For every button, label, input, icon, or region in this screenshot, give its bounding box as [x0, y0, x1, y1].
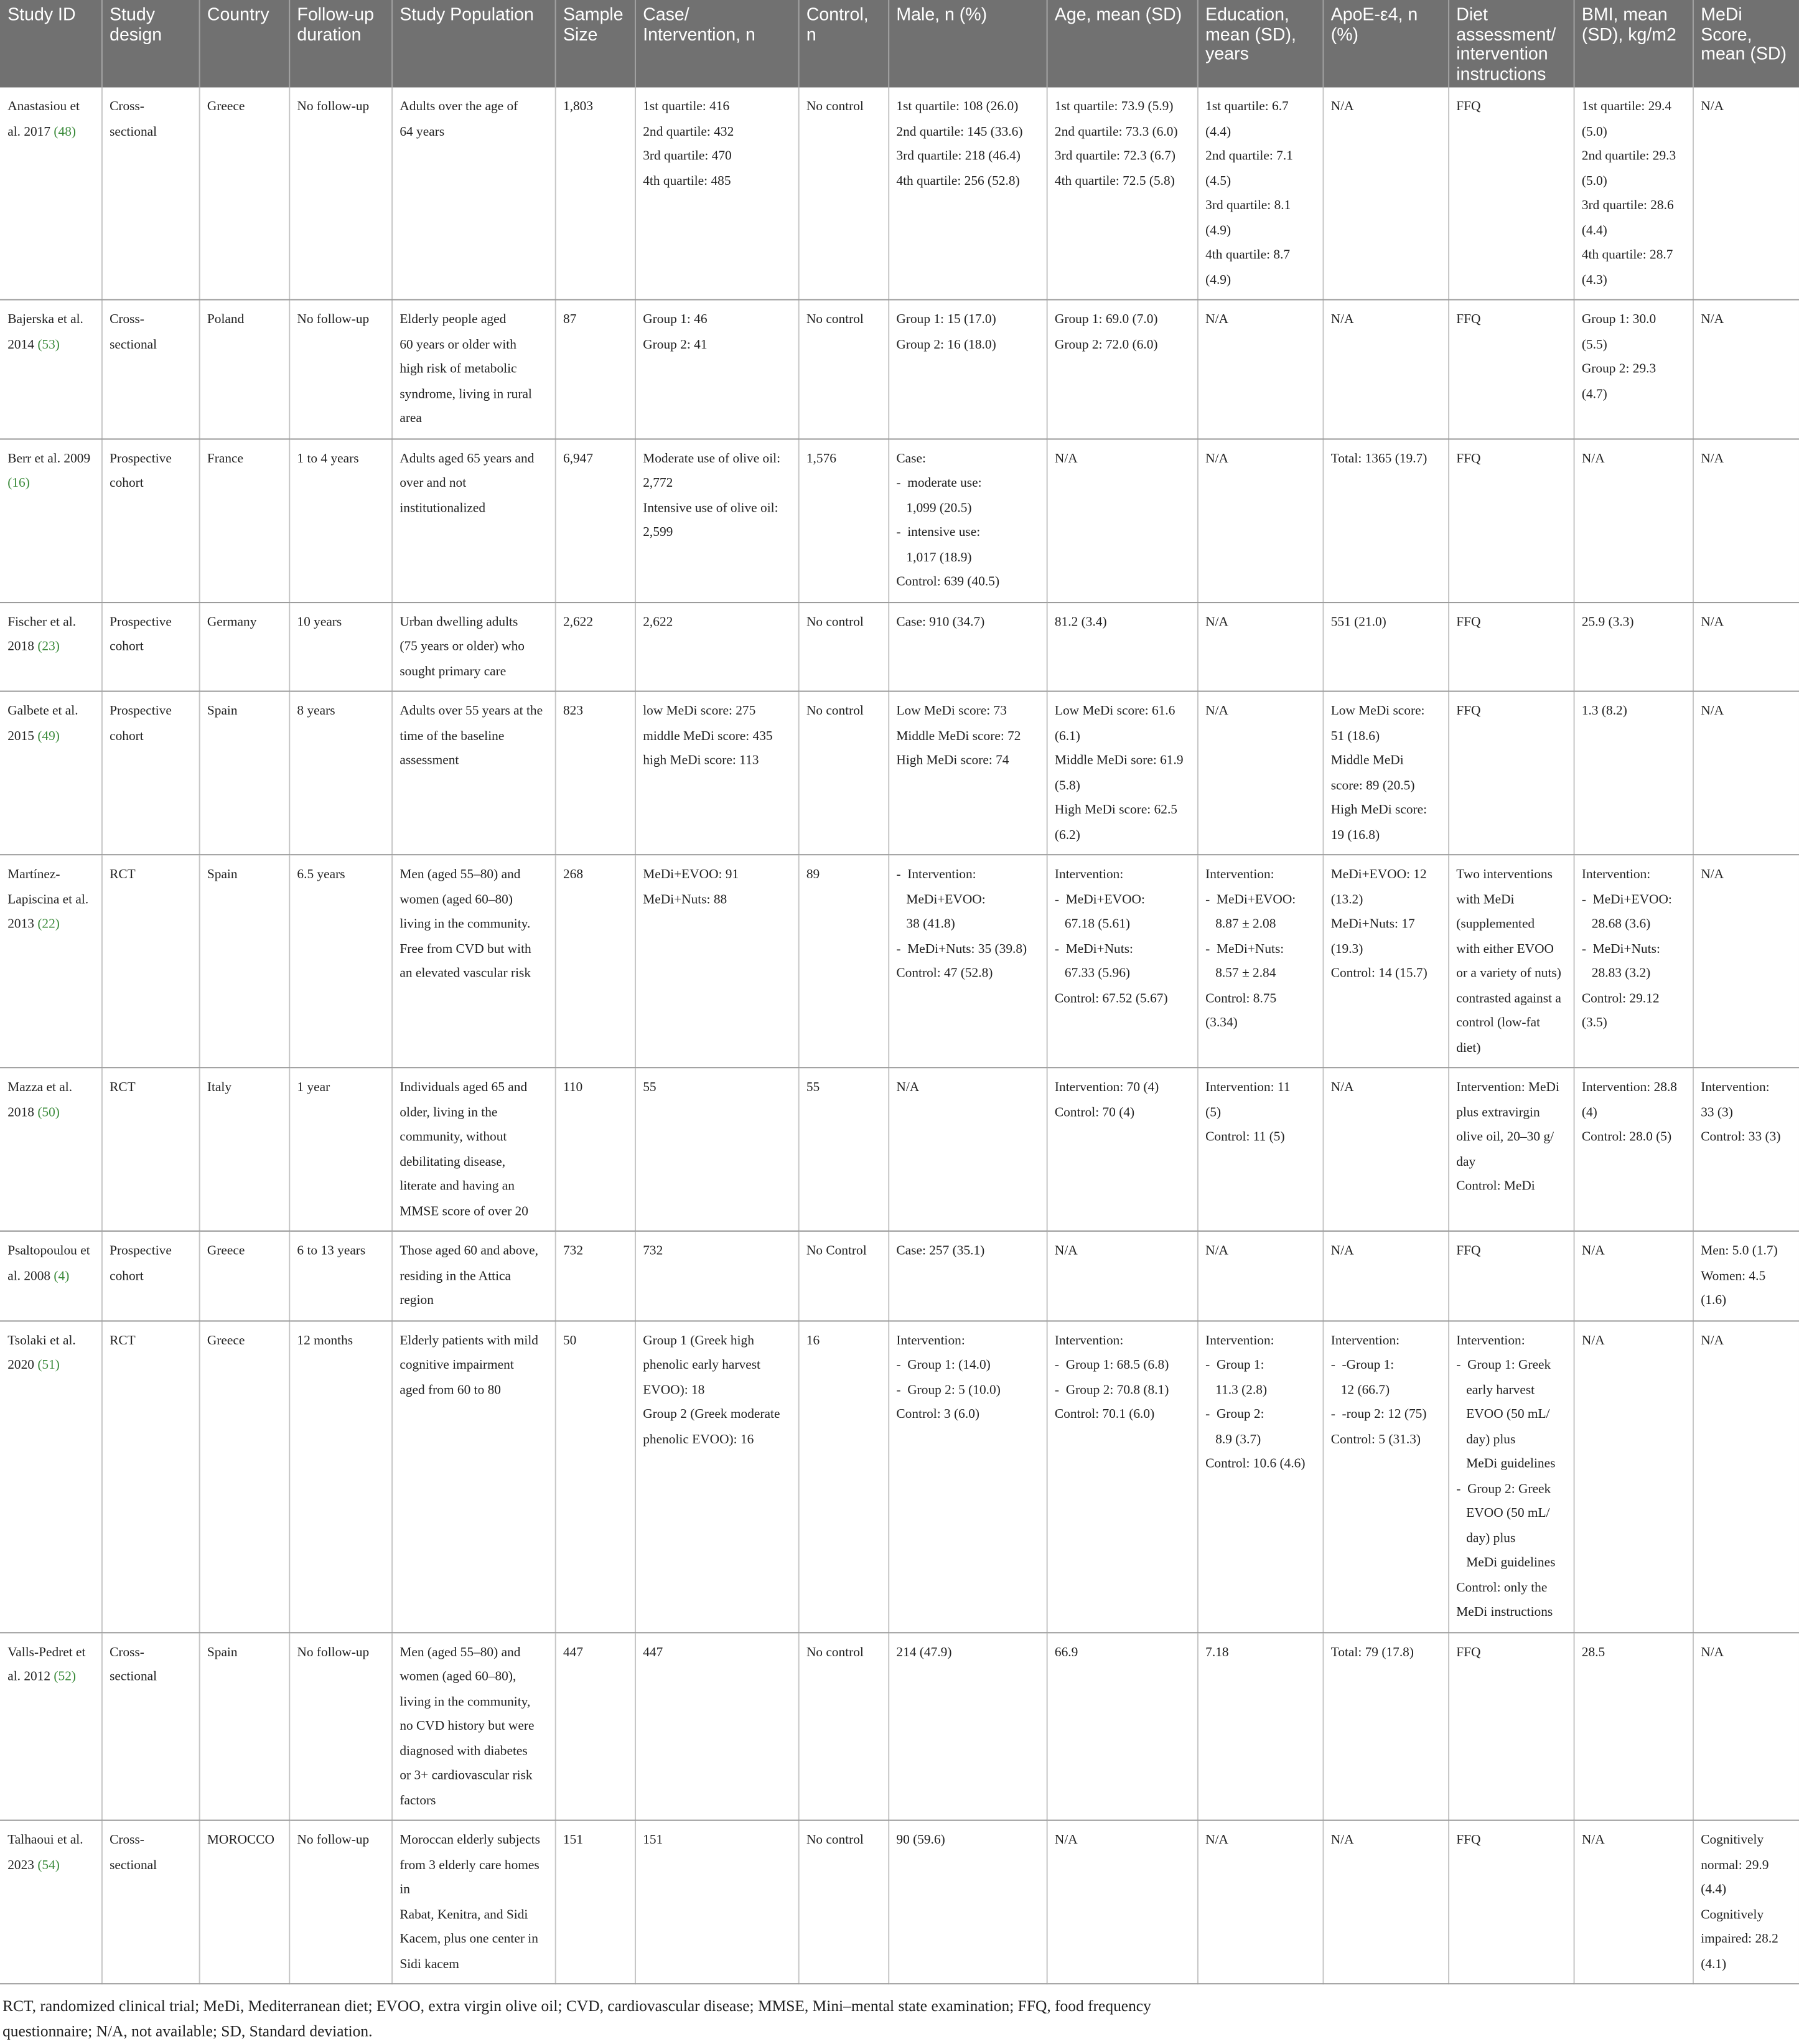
table-cell: N/A	[1197, 438, 1323, 602]
table-cell: N/A	[1574, 1320, 1693, 1632]
table-cell: Total: 1365 (19.7)	[1322, 438, 1448, 602]
table-cell: N/A	[1322, 299, 1448, 438]
table-row	[0, 855, 1799, 1067]
reference-link[interactable]: (50)	[37, 1105, 60, 1120]
study-id: Bajerska et al. 2014	[7, 312, 87, 352]
table-cell: Intervention: - MeDi+EVOO: 8.87 ± 2.08 - MeDi+Nuts: 8.57 ± 2.84 Control: 8.75 (3.34)	[1197, 855, 1323, 1067]
table-cell: No follow-up	[289, 1632, 391, 1820]
table-cell: Intervention: - Group 1: (14.0) - Group 2: 5 (10.0) Control: 3 (6.0)	[888, 1320, 1046, 1632]
table-cell: N/A	[1322, 1821, 1448, 1984]
table-row	[0, 691, 1799, 855]
table-cell: 2,622	[635, 602, 798, 691]
table-cell: N/A	[1197, 691, 1323, 855]
table-cell: Total: 79 (17.8)	[1322, 1632, 1448, 1820]
table-cell: 66.9	[1047, 1632, 1197, 1820]
table-cell: 1,576	[798, 438, 889, 602]
table-cell: 447	[635, 1632, 798, 1820]
table-cell: N/A	[1574, 438, 1693, 602]
table-cell: Men (aged 55–80) and women (aged 60–80) living in the community. Free from CVD but with an elevated vascular risk	[391, 855, 555, 1067]
table-cell: Intervention: 28.8 (4) Control: 28.0 (5)	[1574, 1067, 1693, 1231]
table-cell: 110	[555, 1067, 635, 1231]
table-cell: 16	[798, 1320, 889, 1632]
table-cell: Greece	[199, 1320, 289, 1632]
table-cell: No follow-up	[289, 1821, 391, 1984]
table-cell: N/A	[1693, 87, 1799, 299]
column-header: ApoE-ε4, n (%)	[1322, 0, 1448, 87]
study-id-cell	[0, 1067, 101, 1231]
table-cell: Cross- sectional	[101, 87, 199, 299]
study-id-cell	[0, 1231, 101, 1321]
table-cell: Elderly people aged 60 years or older with high risk of metabolic syndrome, living in rural area	[391, 299, 555, 438]
table-cell: Two interventions with MeDi (supplemented with either EVOO or a variety of nuts) contrasted against a control (low-fat diet)	[1448, 855, 1574, 1067]
study-id: Anastasiou et al. 2017	[7, 100, 83, 139]
table-cell: 823	[555, 691, 635, 855]
table-cell: Cross- sectional	[101, 1821, 199, 1984]
table-cell: 268	[555, 855, 635, 1067]
table-cell: No control	[798, 299, 889, 438]
table-cell: N/A	[1322, 1067, 1448, 1231]
table-cell: N/A	[1322, 1231, 1448, 1321]
column-header: Study design	[101, 0, 199, 87]
table-footnote: RCT, randomized clinical trial; MeDi, Mediterranean diet; EVOO, extra virgin olive oil; CVD, cardiovascular disease; MMSE, Mini–mental state examination; FFQ, food frequency questionnaire; N/A, not available; SD, Standard deviation.	[2, 1997, 1151, 2040]
table-body	[0, 87, 1799, 1984]
study-id: Talhaoui et al. 2023	[7, 1833, 86, 1873]
table-cell: Those aged 60 and above, residing in the Attica region	[391, 1231, 555, 1321]
table-cell: Italy	[199, 1067, 289, 1231]
table-cell: Adults aged 65 years and over and not institutionalized	[391, 438, 555, 602]
table-row	[0, 1632, 1799, 1820]
study-id: Mazza et al. 2018	[7, 1081, 76, 1120]
table-cell: No control	[798, 87, 889, 299]
table-cell: Elderly patients with mild cognitive impairment aged from 60 to 80	[391, 1320, 555, 1632]
table-cell: Greece	[199, 87, 289, 299]
table-cell: MOROCCO	[199, 1821, 289, 1984]
table-cell: No control	[798, 1821, 889, 1984]
table-cell: N/A	[1047, 1821, 1197, 1984]
study-id: Berr et al. 2009	[7, 451, 94, 466]
reference-link[interactable]: (4)	[54, 1268, 70, 1283]
table-row	[0, 87, 1799, 299]
table-cell: Adults over the age of 64 years	[391, 87, 555, 299]
table-row	[0, 1821, 1799, 1984]
column-header: Age, mean (SD)	[1047, 0, 1197, 87]
table-cell: No control	[798, 602, 889, 691]
study-id: Fischer et al. 2018	[7, 615, 80, 654]
column-header: Follow-up duration	[289, 0, 391, 87]
table-cell: N/A	[888, 1067, 1046, 1231]
study-id-cell	[0, 691, 101, 855]
table-cell: Spain	[199, 691, 289, 855]
table-cell: N/A	[1197, 1231, 1323, 1321]
table-cell: 214 (47.9)	[888, 1632, 1046, 1820]
table-cell: N/A	[1693, 438, 1799, 602]
study-id-cell	[0, 855, 101, 1067]
table-cell: 447	[555, 1632, 635, 1820]
table-cell: FFQ	[1448, 1821, 1574, 1984]
table-cell: Intervention: - Group 1: 11.3 (2.8) - Group 2: 8.9 (3.7) Control: 10.6 (4.6)	[1197, 1320, 1323, 1632]
study-id-cell	[0, 1632, 101, 1820]
table-cell: FFQ	[1448, 1231, 1574, 1321]
table-cell: RCT	[101, 855, 199, 1067]
table-cell: 551 (21.0)	[1322, 602, 1448, 691]
reference-link[interactable]: (49)	[37, 729, 60, 744]
header-row	[0, 0, 1799, 87]
table-cell: low MeDi score: 275 middle MeDi score: 435 high MeDi score: 113	[635, 691, 798, 855]
column-header: Control, n	[798, 0, 889, 87]
table-cell: No follow-up	[289, 87, 391, 299]
table-cell: No control	[798, 691, 889, 855]
study-id-cell	[0, 1320, 101, 1632]
table-cell: Case: 910 (34.7)	[888, 602, 1046, 691]
table-cell: N/A	[1693, 855, 1799, 1067]
table-cell: 1,803	[555, 87, 635, 299]
table-cell: Moderate use of olive oil: 2,772 Intensive use of olive oil: 2,599	[635, 438, 798, 602]
table-row	[0, 1231, 1799, 1321]
table-cell: 1 to 4 years	[289, 438, 391, 602]
study-id: Valls-Pedret et al. 2012	[7, 1645, 89, 1684]
table-cell: Prospective cohort	[101, 1231, 199, 1321]
table-cell: N/A	[1693, 299, 1799, 438]
table-cell: 55	[798, 1067, 889, 1231]
table-cell: 1.3 (8.2)	[1574, 691, 1693, 855]
table-cell: Intervention: 70 (4) Control: 70 (4)	[1047, 1067, 1197, 1231]
table-row	[0, 602, 1799, 691]
table-cell: 55	[635, 1067, 798, 1231]
table-cell: 25.9 (3.3)	[1574, 602, 1693, 691]
table-cell: 151	[555, 1821, 635, 1984]
table-cell: FFQ	[1448, 87, 1574, 299]
table-cell: Poland	[199, 299, 289, 438]
table-cell: N/A	[1574, 1231, 1693, 1321]
table-cell: No control	[798, 1632, 889, 1820]
table-cell: Group 1 (Greek high phenolic early harvest EVOO): 18 Group 2 (Greek moderate phenolic EVOO): 16	[635, 1320, 798, 1632]
table-cell: France	[199, 438, 289, 602]
reference-link[interactable]: (52)	[54, 1670, 77, 1684]
table-cell: Moroccan elderly subjects from 3 elderly care homes in Rabat, Kenitra, and Sidi Kacem, plus one center in Sidi kacem	[391, 1821, 555, 1984]
table-cell: 12 months	[289, 1320, 391, 1632]
table-cell: 90 (59.6)	[888, 1821, 1046, 1984]
table-cell: Prospective cohort	[101, 691, 199, 855]
table-cell: Greece	[199, 1231, 289, 1321]
table-cell: FFQ	[1448, 1632, 1574, 1820]
table-cell: Case: 257 (35.1)	[888, 1231, 1046, 1321]
table-cell: Intervention: - Group 1: Greek early harvest EVOO (50 mL/ day) plus MeDi guidelines - Group 2: Greek EVOO (50 mL/ day) plus MeDi guidelines Control: only the MeDi instructions	[1448, 1320, 1574, 1632]
table-cell: N/A	[1693, 602, 1799, 691]
reference-link[interactable]: (22)	[37, 917, 60, 932]
reference-link[interactable]: (53)	[37, 337, 60, 352]
table-cell: N/A	[1322, 87, 1448, 299]
table-cell: RCT	[101, 1067, 199, 1231]
column-header: Education, mean (SD), years	[1197, 0, 1323, 87]
table-row	[0, 299, 1799, 438]
table-cell: N/A	[1047, 438, 1197, 602]
column-header: Country	[199, 0, 289, 87]
reference-link[interactable]: (16)	[7, 476, 30, 490]
table-cell: Intervention: - MeDi+EVOO: 28.68 (3.6) - MeDi+Nuts: 28.83 (3.2) Control: 29.12 (3.5)	[1574, 855, 1693, 1067]
column-header: Study ID	[0, 0, 101, 87]
table-cell: 6 to 13 years	[289, 1231, 391, 1321]
table-cell: Adults over 55 years at the time of the baseline assessment	[391, 691, 555, 855]
table-cell: 1st quartile: 108 (26.0) 2nd quartile: 145 (33.6) 3rd quartile: 218 (46.4) 4th quartile: 256 (52.8)	[888, 87, 1046, 299]
table-cell: FFQ	[1448, 691, 1574, 855]
table-cell: Spain	[199, 855, 289, 1067]
table-cell: Prospective cohort	[101, 438, 199, 602]
column-header: Male, n (%)	[888, 0, 1046, 87]
column-header: Study Population	[391, 0, 555, 87]
table-cell: 1st quartile: 29.4 (5.0) 2nd quartile: 29.3 (5.0) 3rd quartile: 28.6 (4.4) 4th quartile: 28.7 (4.3)	[1574, 87, 1693, 299]
table-cell: Cognitively normal: 29.9 (4.4) Cognitively impaired: 28.2 (4.1)	[1693, 1821, 1799, 1984]
study-id-cell	[0, 438, 101, 602]
reference-link[interactable]: (23)	[37, 640, 60, 654]
table-cell: 6,947	[555, 438, 635, 602]
column-header: BMI, mean (SD), kg/m2	[1574, 0, 1693, 87]
study-id-cell	[0, 602, 101, 691]
table-cell: Group 1: 30.0 (5.5) Group 2: 29.3 (4.7)	[1574, 299, 1693, 438]
table-row	[0, 1320, 1799, 1632]
table-cell: Prospective cohort	[101, 602, 199, 691]
reference-link[interactable]: (54)	[37, 1858, 60, 1873]
table-row	[0, 438, 1799, 602]
table-cell: FFQ	[1448, 299, 1574, 438]
table-cell: N/A	[1574, 1821, 1693, 1984]
study-id: Martínez-Lapiscina et al. 2013	[7, 868, 92, 932]
table-cell: Germany	[199, 602, 289, 691]
table-cell: 1st quartile: 73.9 (5.9) 2nd quartile: 73.3 (6.0) 3rd quartile: 72.3 (6.7) 4th quartile: 72.5 (5.8)	[1047, 87, 1197, 299]
column-header: MeDi Score, mean (SD)	[1693, 0, 1799, 87]
table-cell: - Intervention: MeDi+EVOO: 38 (41.8) - MeDi+Nuts: 35 (39.8) Control: 47 (52.8)	[888, 855, 1046, 1067]
column-header: Case/ Intervention, n	[635, 0, 798, 87]
table-cell: N/A	[1693, 1320, 1799, 1632]
table-cell: N/A	[1197, 299, 1323, 438]
table-cell: 89	[798, 855, 889, 1067]
table-cell: Intervention: MeDi plus extravirgin olive oil, 20–30 g/ day Control: MeDi	[1448, 1067, 1574, 1231]
table-cell: 87	[555, 299, 635, 438]
table-cell: 732	[635, 1231, 798, 1321]
column-header: Sample Size	[555, 0, 635, 87]
table-cell: Intervention: - Group 1: 68.5 (6.8) - Group 2: 70.8 (8.1) Control: 70.1 (6.0)	[1047, 1320, 1197, 1632]
table-cell: FFQ	[1448, 438, 1574, 602]
table-cell: Intervention: - MeDi+EVOO: 67.18 (5.61) - MeDi+Nuts: 67.33 (5.96) Control: 67.52 (5.67)	[1047, 855, 1197, 1067]
table-cell: FFQ	[1448, 602, 1574, 691]
table-cell: Group 1: 69.0 (7.0) Group 2: 72.0 (6.0)	[1047, 299, 1197, 438]
table-cell: RCT	[101, 1320, 199, 1632]
table-cell: MeDi+EVOO: 91 MeDi+Nuts: 88	[635, 855, 798, 1067]
study-id: Tsolaki et al. 2020	[7, 1333, 80, 1372]
table-cell: 1st quartile: 6.7 (4.4) 2nd quartile: 7.1 (4.5) 3rd quartile: 8.1 (4.9) 4th quartile: 8.7 (4.9)	[1197, 87, 1323, 299]
table-cell: Urban dwelling adults (75 years or older) who sought primary care	[391, 602, 555, 691]
table-cell: MeDi+EVOO: 12 (13.2) MeDi+Nuts: 17 (19.3) Control: 14 (15.7)	[1322, 855, 1448, 1067]
study-id: Galbete et al. 2015	[7, 704, 82, 744]
table-cell: Intervention: - -Group 1: 12 (66.7) - -roup 2: 12 (75) Control: 5 (31.3)	[1322, 1320, 1448, 1632]
table-cell: 1st quartile: 416 2nd quartile: 432 3rd quartile: 470 4th quartile: 485	[635, 87, 798, 299]
study-id-cell	[0, 299, 101, 438]
table-cell: Men (aged 55–80) and women (aged 60–80), living in the community, no CVD history but were diagnosed with diabetes or 3+ cardiovascular risk factors	[391, 1632, 555, 1820]
table-cell: Intervention: 33 (3) Control: 33 (3)	[1693, 1067, 1799, 1231]
table-header	[0, 0, 1799, 87]
table-cell: Low MeDi score: 51 (18.6) Middle MeDi score: 89 (20.5) High MeDi score: 19 (16.8)	[1322, 691, 1448, 855]
table-cell: No Control	[798, 1231, 889, 1321]
table-cell: Individuals aged 65 and older, living in the community, without debilitating disease, literate and having an MMSE score of over 20	[391, 1067, 555, 1231]
table-row	[0, 1067, 1799, 1231]
table-cell: Men: 5.0 (1.7) Women: 4.5 (1.6)	[1693, 1231, 1799, 1321]
table-cell: Low MeDi score: 73 Middle MeDi score: 72 High MeDi score: 74	[888, 691, 1046, 855]
table-cell: 50	[555, 1320, 635, 1632]
column-header: Diet assessment/ intervention instructions	[1448, 0, 1574, 87]
study-id-cell	[0, 87, 101, 299]
table-cell: 732	[555, 1231, 635, 1321]
table-cell: 28.5	[1574, 1632, 1693, 1820]
study-id-cell	[0, 1821, 101, 1984]
reference-link[interactable]: (48)	[54, 124, 77, 139]
table-cell: N/A	[1693, 691, 1799, 855]
table-cell: 7.18	[1197, 1632, 1323, 1820]
table-cell: Low MeDi score: 61.6 (6.1) Middle MeDi sore: 61.9 (5.8) High MeDi score: 62.5 (6.2)	[1047, 691, 1197, 855]
table-cell: 10 years	[289, 602, 391, 691]
table-cell: 2,622	[555, 602, 635, 691]
table-cell: 81.2 (3.4)	[1047, 602, 1197, 691]
table-cell: 1 year	[289, 1067, 391, 1231]
table-cell: N/A	[1047, 1231, 1197, 1321]
table-cell: Case: - moderate use: 1,099 (20.5) - intensive use: 1,017 (18.9) Control: 639 (40.5)	[888, 438, 1046, 602]
table-cell: Cross- sectional	[101, 299, 199, 438]
table-cell: N/A	[1693, 1632, 1799, 1820]
table-cell: No follow-up	[289, 299, 391, 438]
table-cell: Group 1: 46 Group 2: 41	[635, 299, 798, 438]
study-id: Psaltopoulou et al. 2008	[7, 1244, 93, 1283]
table-cell: 151	[635, 1821, 798, 1984]
table-cell: Spain	[199, 1632, 289, 1820]
table-cell: N/A	[1197, 1821, 1323, 1984]
table-cell: N/A	[1197, 602, 1323, 691]
table-cell: 8 years	[289, 691, 391, 855]
table-cell: Intervention: 11 (5) Control: 11 (5)	[1197, 1067, 1323, 1231]
reference-link[interactable]: (51)	[37, 1358, 60, 1372]
table-cell: Group 1: 15 (17.0) Group 2: 16 (18.0)	[888, 299, 1046, 438]
table-cell: Cross- sectional	[101, 1632, 199, 1820]
table-cell: 6.5 years	[289, 855, 391, 1067]
